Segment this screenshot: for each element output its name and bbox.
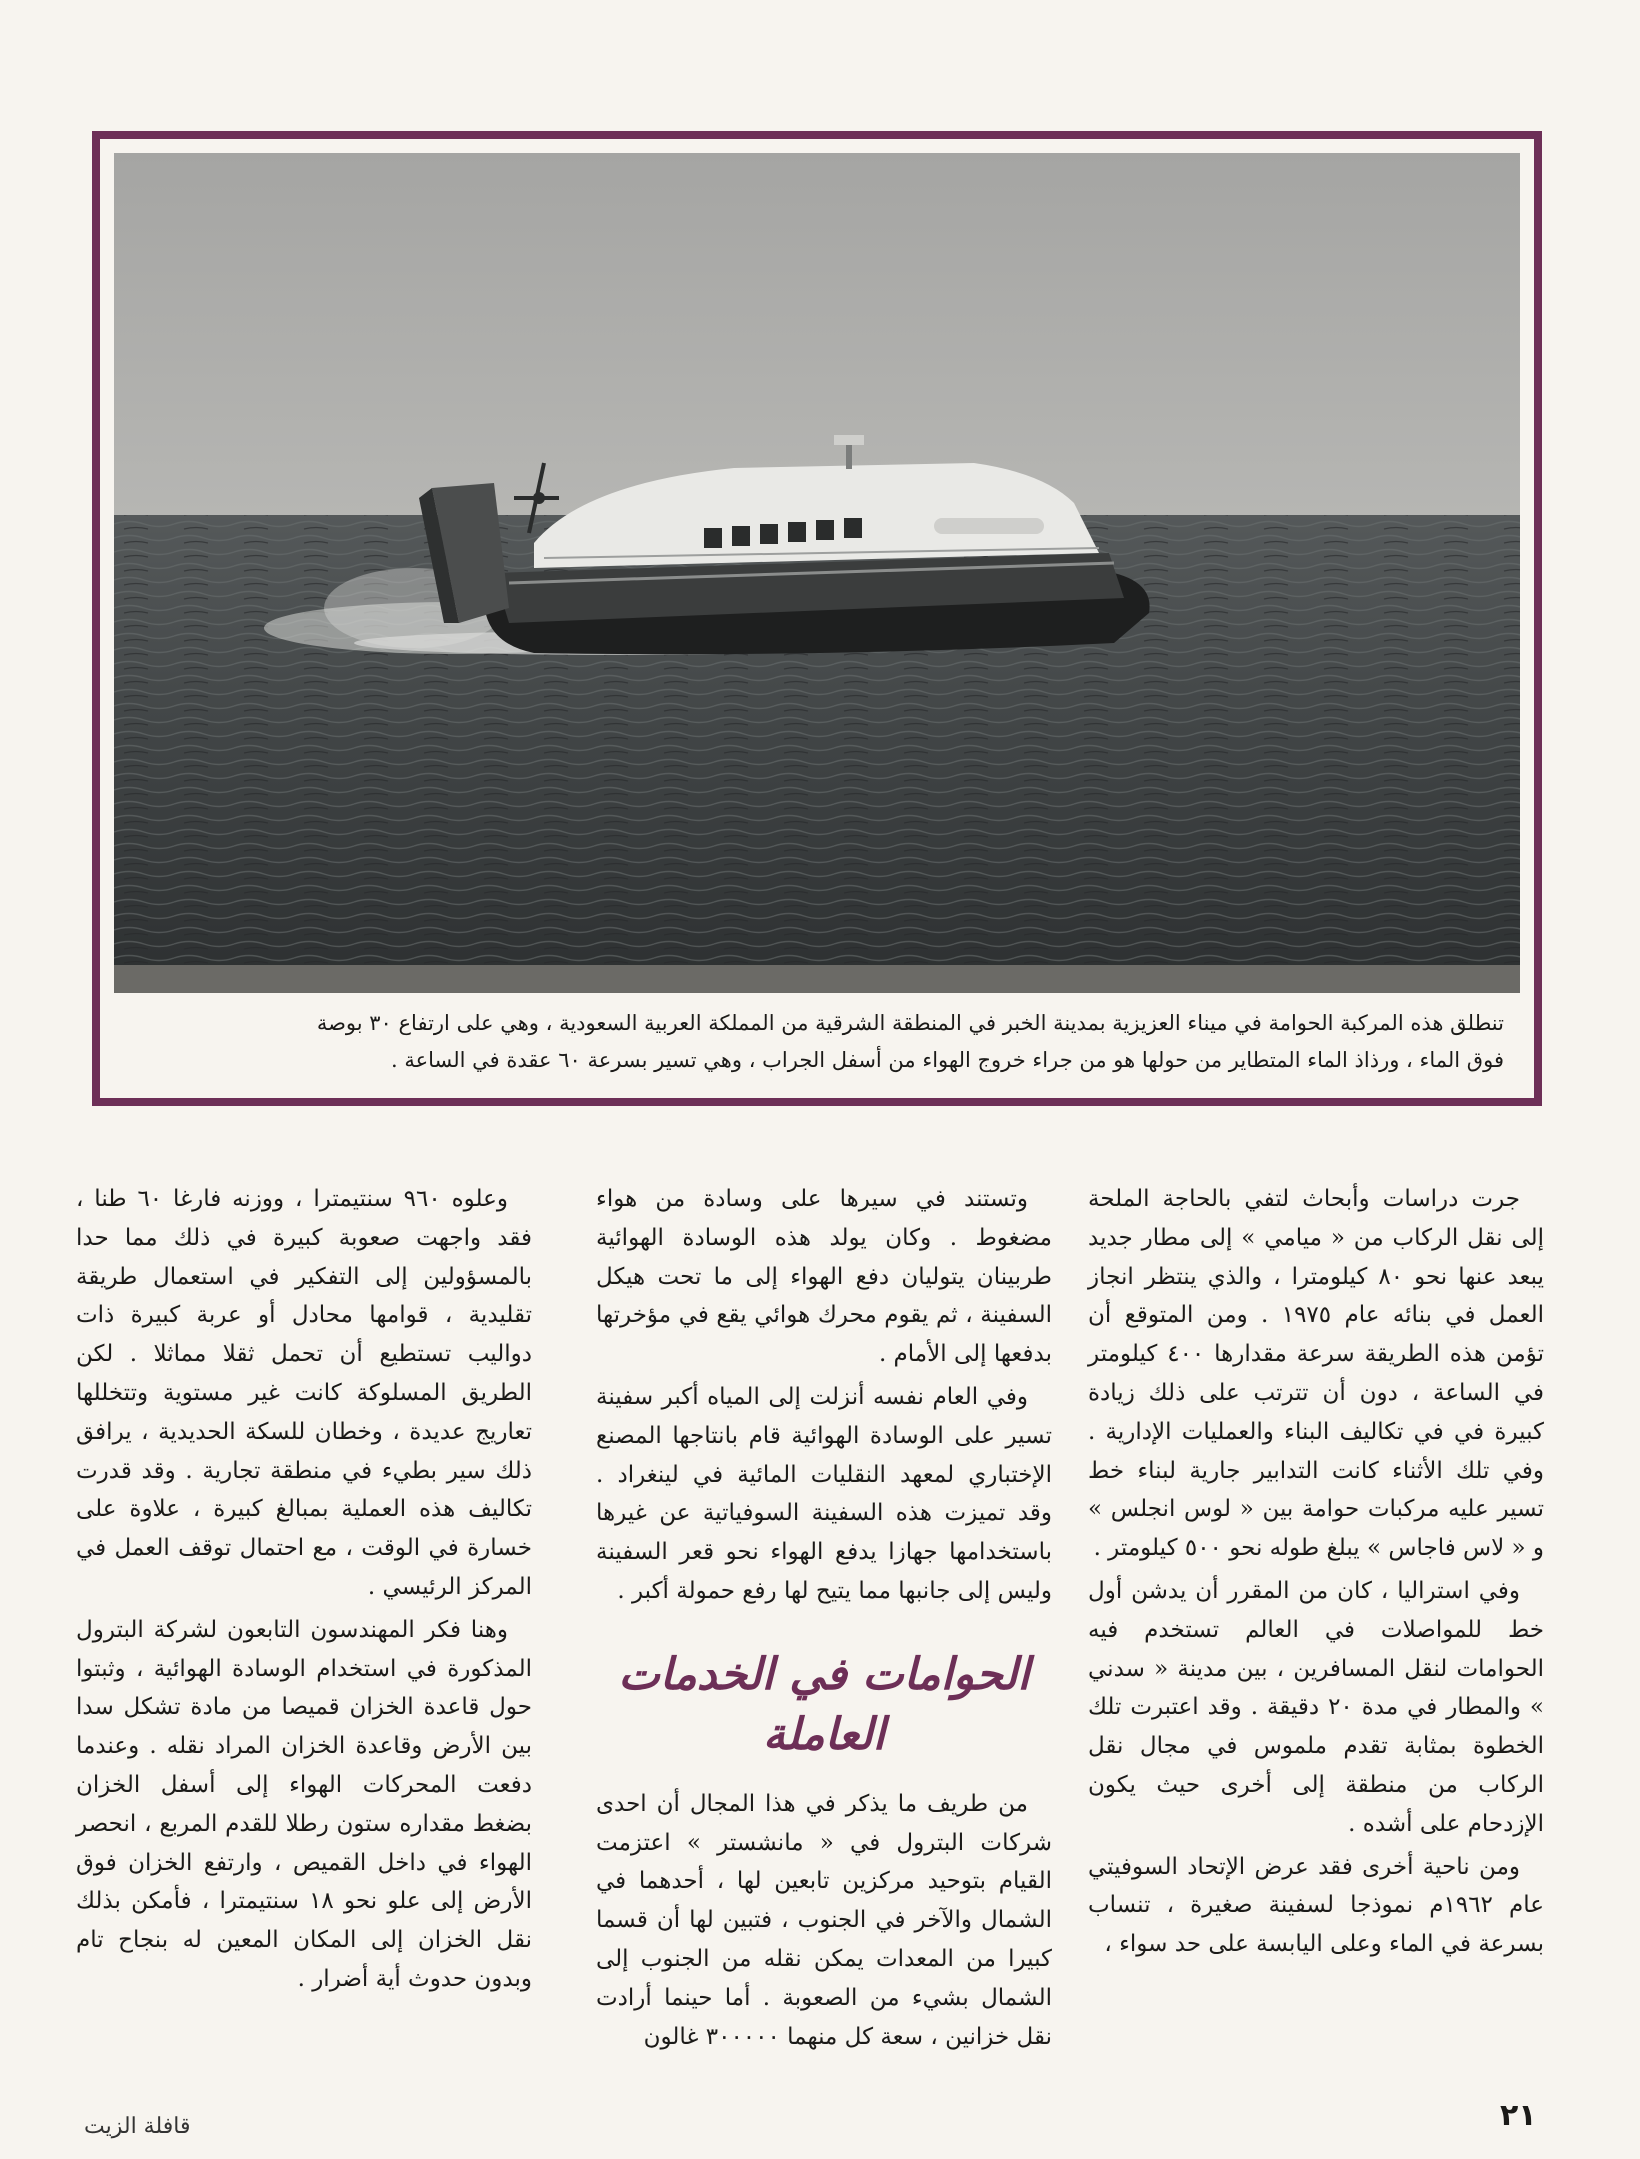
caption-line-2: فوق الماء ، ورذاذ الماء المتطاير من حولها هو من جراء خروج الهواء من أسفل الجراب ، وهي تسير بسرعة ٦٠ عقدة في الساعة . <box>390 1048 1504 1072</box>
photo-caption <box>130 1005 1504 1079</box>
paragraph: وفي العام نفسه أنزلت إلى المياه أكبر سفينة تسير على الوسادة الهوائية قام بانتاجها المصنع الإختباري لمعهد النقليات المائية في لينغراد . وقد تميزت هذه السفينة السوفياتية عن غيرها باستخدامها جهازا يدفع الهواء نحو قعر السفينة وليس إلى جانبها مما يتيح لها رفع حمولة أكبر . <box>596 1383 1052 1604</box>
photo-frame <box>92 131 1542 1106</box>
hovercraft-photo-icon <box>114 153 1520 993</box>
paragraph: وتستند في سيرها على وسادة من هواء مضغوط . وكان يولد هذه الوسادة الهوائية طربينان يتوليان دفع الهواء إلى ما تحت هيكل السفينة ، ثم يقوم محرك هوائي يقع في مؤخرتها بدفعها إلى الأمام . <box>596 1186 1052 1368</box>
paragraph: من طريف ما يذكر في هذا المجال أن احدى شركات البترول في « مانشستر » اعتزمت القيام بتوحيد مركزين تابعين لها ، أحدهما في الشمال والآخر في الجنوب ، فتبين لها أن قسما كبيرا من المعدات يمكن نقله من الجنوب إلى الشمال بشيء من الصعوبة . أما حينما أرادت نقل خزانين ، سعة كل منهما ٣٠٠٠٠٠ غالون <box>596 1790 1052 2050</box>
article-column-right <box>1088 1180 1544 1964</box>
magazine-title: قافلة الزيت <box>84 2114 191 2139</box>
paragraph: وهنا فكر المهندسون التابعون لشركة البترول المذكورة في استخدام الوسادة الهوائية ، وثبتوا حول قاعدة الخزان قميصا من مادة تشكل سدا بين الأرض وقاعدة الخزان المراد نقله . وعندما دفعت المحركات الهواء إلى أسفل الخزان بضغط مقداره ستون رطلا للقدم المربع ، انحصر الهواء في داخل القميص ، وارتفع الخزان فوق الأرض إلى علو نحو ١٨ سنتيمترا ، فأمكن بذلك نقل الخزان إلى المكان المعين له بنجاح تام وبدون حدوث أية أضرار . <box>76 1616 532 1992</box>
paragraph: وفي استراليا ، كان من المقرر أن يدشن أول خط للمواصلات في العالم تستخدم فيه الحوامات لنقل المسافرين ، بين مدينة « سدني » والمطار في مدة ٢٠ دقيقة . وقد اعتبرت تلك الخطوة بمثابة تقدم ملموس في مجال نقل الركاب من منطقة إلى أخرى حيث يكون الإزدحام على أشده . <box>1088 1577 1544 1837</box>
page-number: ٢١ <box>1500 2098 1537 2133</box>
article-column-middle <box>596 1180 1052 2056</box>
paragraph: جرت دراسات وأبحاث لتفي بالحاجة الملحة إلى نقل الركاب من « ميامي » إلى مطار جديد يبعد عنها نحو ٨٠ كيلومترا ، والذي ينتظر انجاز العمل في بنائه عام ١٩٧٥ . ومن المتوقع أن تؤمن هذه الطريقة سرعة مقدارها ٤٠٠ كيلومتر في الساعة ، دون أن تترتب على ذلك زيادة كبيرة في في تكاليف البناء والعمليات الإدارية . وفي تلك الأثناء كانت التدابير جارية لبناء خط تسير عليه مركبات حوامة بين « لوس انجلس » و « لاس فاجاس » يبلغ طوله نحو ٥٠٠ كيلومتر . <box>1088 1186 1544 1562</box>
article-column-left <box>76 1180 532 1999</box>
paragraph: وعلوه ٩٦٠ سنتيمترا ، ووزنه فارغا ٦٠ طنا ، فقد واجهت صعوبة كبيرة في ذلك مما حدا بالمسؤولين إلى التفكير في استعمال طريقة تقليدية ، قوامها محادل أو عربة كبيرة ذات دواليب تستطيع أن تحمل ثقلا مماثلا . لكن الطريق المسلوكة كانت غير مستوية وتتخللها تعاريج عديدة ، وخطان للسكة الحديدية ، يرافق ذلك سير بطيء في منطقة تجارية . وقد قدرت تكاليف هذه العملية بمبالغ كبيرة ، علاوة على خسارة في الوقت ، مع احتمال توقف العمل في المركز الرئيسي . <box>76 1186 532 1600</box>
section-heading: الحوامات في الخدمات العاملة <box>618 1648 1030 1760</box>
caption-line-1: تنطلق هذه المركبة الحوامة في ميناء العزيزية بمدينة الخبر في المنطقة الشرقية من المملكة العربية السعودية ، وهي على ارتفاع ٣٠ بوصة <box>316 1011 1504 1035</box>
photo-frame-inner <box>100 139 1534 1098</box>
paragraph: ومن ناحية أخرى فقد عرض الإتحاد السوفيتي عام ١٩٦٢م نموذجا لسفينة صغيرة ، تنساب بسرعة في الماء وعلى اليابسة على حد سواء ، <box>1088 1853 1544 1958</box>
hovercraft-photo <box>114 153 1520 993</box>
